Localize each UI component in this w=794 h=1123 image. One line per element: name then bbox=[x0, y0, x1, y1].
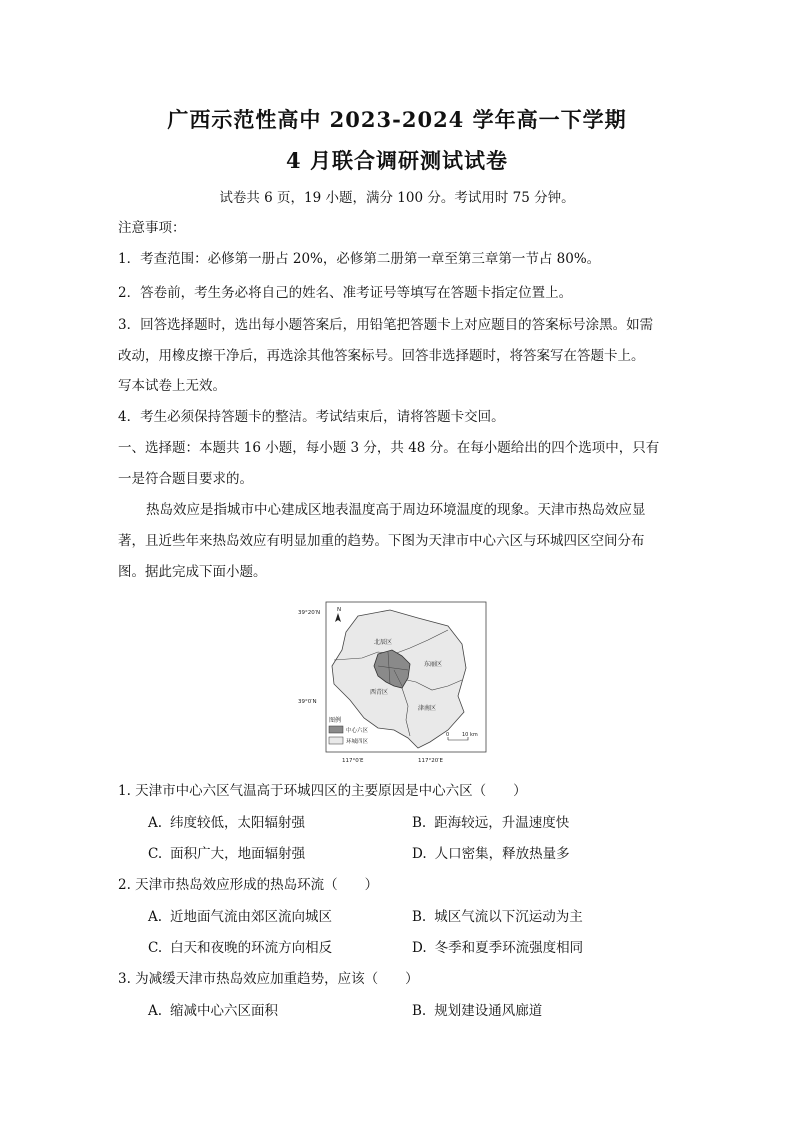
option-text: 距海较远，升温速度快 bbox=[434, 815, 570, 831]
option-text: 近地面气流由郊区流向城区 bbox=[170, 909, 333, 925]
q2-option-d[interactable] bbox=[412, 936, 583, 956]
option-letter: A. bbox=[148, 909, 163, 925]
label-beichen: 北辰区 bbox=[374, 639, 393, 646]
q2-option-b[interactable] bbox=[412, 905, 583, 925]
note-3-line-b: 改动，用橡皮擦干净后，再选涂其他答案标号。回答非选择题时，将答案写在答题卡上。 bbox=[118, 348, 645, 364]
legend-ring-label: 环城四区 bbox=[346, 739, 369, 745]
note-3-line-c: 写本试卷上无效。 bbox=[118, 378, 226, 394]
exam-title-line1: 广西示范性高中 2023-2024 学年高一下学期 bbox=[167, 107, 627, 132]
q2-option-a[interactable] bbox=[148, 905, 332, 925]
option-text: 缩减中心六区面积 bbox=[170, 1003, 279, 1019]
option-letter: C. bbox=[148, 846, 163, 862]
option-text: 白天和夜晚的环流方向相反 bbox=[170, 940, 333, 956]
option-text: 冬季和夏季环流强度相同 bbox=[434, 940, 584, 956]
lon-right-label: 117°20′E bbox=[418, 758, 443, 764]
tianjin-district-map bbox=[298, 600, 498, 768]
label-jinnan: 津南区 bbox=[418, 705, 437, 712]
note-1: 1．考查范围：必修第一册占 20%，必修第二册第一章至第三章第一节占 80%。 bbox=[118, 251, 601, 267]
option-text: 人口密集，释放热量多 bbox=[434, 846, 570, 862]
option-letter: C. bbox=[148, 940, 163, 956]
label-xiqing: 西青区 bbox=[370, 689, 389, 696]
passage-line-b: 著，且近些年来热岛效应有明显加重的趋势。下图为天津市中心六区与环城四区空间分布 bbox=[118, 533, 645, 549]
option-letter: D. bbox=[412, 846, 427, 862]
q1-option-c[interactable] bbox=[148, 842, 305, 862]
svg-text:10 km: 10 km bbox=[462, 732, 478, 738]
section-heading-line-a: 一、选择题：本题共 16 小题，每小题 3 分，共 48 分。在每小题给出的四个选项中，只有 bbox=[118, 440, 660, 456]
question-1-stem: 1. 天津市中心六区气温高于环城四区的主要原因是中心六区（ ） bbox=[118, 783, 527, 799]
legend-title: 图例 bbox=[329, 717, 342, 724]
passage-line-a: 热岛效应是指城市中心建成区地表温度高于周边环境温度的现象。天津市热岛效应显 bbox=[146, 502, 646, 518]
section-heading-line-b: 一是符合题目要求的。 bbox=[118, 471, 253, 487]
option-text: 城区气流以下沉运动为主 bbox=[434, 909, 583, 925]
note-3-line-a: 3．回答选择题时，选出每小题答案后，用铅笔把答题卡上对应题目的答案标号涂黑。如需 bbox=[118, 317, 654, 333]
lon-left-label: 117°0′E bbox=[342, 758, 364, 764]
legend-center-swatch bbox=[329, 726, 343, 733]
exam-subtitle: 试卷共 6 页，19 小题，满分 100 分。考试用时 75 分钟。 bbox=[219, 190, 575, 206]
option-text: 规划建设通风廊道 bbox=[434, 1003, 543, 1019]
q2-option-c[interactable] bbox=[148, 936, 332, 956]
legend-center-label: 中心六区 bbox=[346, 728, 369, 734]
q3-option-b[interactable] bbox=[412, 999, 542, 1019]
note-4: 4．考生必须保持答题卡的整洁。考试结束后，请将答题卡交回。 bbox=[118, 409, 505, 425]
option-letter: A. bbox=[148, 1003, 163, 1019]
legend-ring-swatch bbox=[329, 737, 343, 744]
question-2-stem: 2. 天津市热岛效应形成的热岛环流（ ） bbox=[118, 877, 379, 893]
notes-heading: 注意事项： bbox=[118, 220, 186, 236]
option-text: 面积广大，地面辐射强 bbox=[170, 846, 306, 862]
exam-title-line2: 4 月联合调研测试试卷 bbox=[286, 148, 508, 173]
q1-option-b[interactable] bbox=[412, 811, 569, 831]
passage-line-c: 图。据此完成下面小题。 bbox=[118, 564, 267, 580]
q1-option-d[interactable] bbox=[412, 842, 570, 862]
option-letter: B. bbox=[412, 1003, 427, 1019]
lat-mid-label: 39°0′N bbox=[298, 699, 317, 705]
option-letter: B. bbox=[412, 815, 427, 831]
svg-text:N: N bbox=[337, 607, 342, 613]
lat-top-label: 39°20′N bbox=[298, 610, 321, 616]
note-2: 2．答卷前，考生务必将自己的姓名、准考证号等填写在答题卡指定位置上。 bbox=[118, 285, 573, 301]
question-3-stem: 3. 为减缓天津市热岛效应加重趋势，应该（ ） bbox=[118, 971, 419, 987]
option-letter: D. bbox=[412, 940, 427, 956]
scale-bar bbox=[446, 732, 478, 740]
label-dongli: 东丽区 bbox=[424, 661, 443, 668]
north-arrow-icon bbox=[335, 607, 341, 622]
option-text: 纬度较低，太阳辐射强 bbox=[170, 815, 306, 831]
option-letter: A. bbox=[148, 815, 163, 831]
q1-option-a[interactable] bbox=[148, 811, 305, 831]
option-letter: B. bbox=[412, 909, 427, 925]
q3-option-a[interactable] bbox=[148, 999, 278, 1019]
svg-text:0: 0 bbox=[446, 732, 450, 738]
